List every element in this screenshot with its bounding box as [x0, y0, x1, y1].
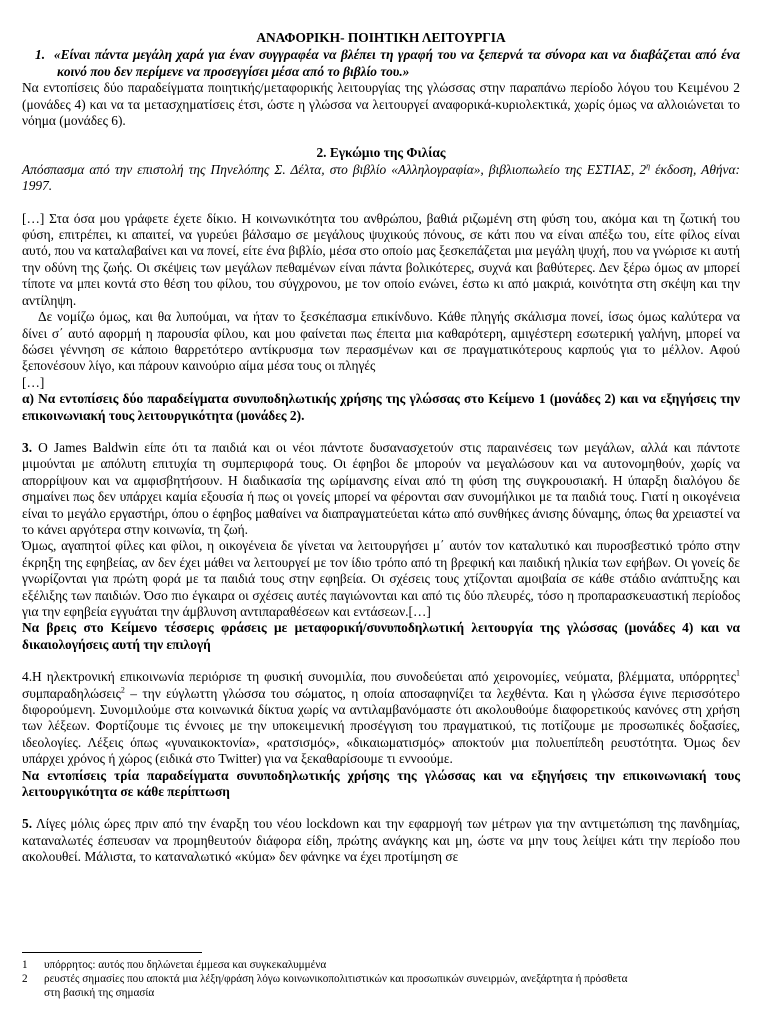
section-2-source-sup: η [646, 161, 651, 171]
footnote-ref-1: 1 [736, 668, 740, 678]
section-3-paragraph-1 [22, 440, 740, 538]
footnote-1 [22, 958, 740, 972]
section-2-ellipsis: […] [22, 374, 45, 390]
section-3-paragraph-2: Όμως, αγαπητοί φίλες και φίλοι, η οικογένεια δε γίνεται να λειτουργήσει μ΄ αυτόν τον καταλυτικό και πυροσβεστικό τρόπο στην έκρηξη της εφηβείας, αν δεν έχει μάθει να λειτουργεί με τον ίδιο τρόπο από τη βρεφική και παιδική ηλικία των εφήβων. Οι γονείς δε γνωρίζονται για πρώτη φορά με τα παιδιά τους στην εφηβεία. Οι σχέσεις τους χτίζονται αμοιβαία σε κάθε στάδιο ανάπτυξης και εξέλιξης των παιδιών. Όσο πιο έγκαιρα οι σχέσεις αυτές παγιώνονται και από τις δύο πλευρές, τόσο η προπαρασκευαστική περίοδος για την εφηβεία εγγυάται την άμβλυνση αντιπαραθέσεων και εντάσεων.[…] [22, 538, 740, 619]
section-2-source-text: Απόσπασμα από την επιστολή της Πηνελόπης Σ. Δέλτα, στο βιβλίο «Αλληλογραφία», βιβλιοπωλείο της ΕΣΤΙΑΣ, 2 [22, 161, 647, 177]
section-2-paragraph-2: Δε νομίζω όμως, και θα λυπούμαι, να ήταν το ξεσκέπασμα επικίνδυνο. Κάθε πληγής σκάλισμα πονεί, ίσως όμως καλύτερα να δίνει σ΄ αυτό αφορμή η παρουσία φίλου, και μου φαίνεται πως έπειτα μια καθαρότερη, αμιγέστερη εσωτερική γαλήνη, μπορεί να δώσει γέννηση σε κάποιο θαρρετότερο αντίκρυσμα των περασμένων και σε πραγματικότερους καρπούς για το μέλλον. Αφού ξεπονέσουν λίγο, και πάρουν καινούριο αίμα μέσα τους οι πληγές [22, 309, 740, 374]
section-2-task: α) Να εντοπίσεις δύο παραδείγματα συνυποδηλωτικής χρήσης της γλώσσας στο Κείμενο 1 (μονάδες 2) και να εξηγήσεις την επικοινωνιακή τους λειτουργικότητα (μονάδες 2). [22, 391, 740, 423]
section-3-task: Να βρεις στο Κείμενο τέσσερις φράσεις με μεταφορική/συνυποδηλωτική λειτουργία της γλώσσας (μονάδες 4) και να δικαιολογήσεις αυτή την επιλογή [22, 620, 740, 652]
section-2-source-end: έκδοση, Αθήνα: 1997. [22, 161, 740, 194]
footnote-1-number: 1 [22, 959, 28, 971]
section-4-text-c: – την εύγλωττη γλώσσα του σώματος, η οποία αποσαφηνίζει τα λεχθέντα. Και η γλώσσα έγινε περισσότερο διφορούμενη. Συνομιλούμε στα κοινωνικά δίκτυα χωρίς να αντιλαμβανόμαστε ότι ακολουθούμε διαφορετικούς κανόνες στη χρήση των λέξεων. Φορτίζουμε τις έννοιες με την υποκειμενική προσέγγιση του πραγματικού, τις ποτίζουμε με προσωπικές δοξασίες, ιδεολογίες. Λέξεις όπως «γυναικοκτονία», «ρατσισμός», «δικαιωματισμός» αποκτούν μια πολυεπίπεδη ρευστότητα. Όμως δεν υπάρχει χρόνος ή χώρος (ειδικά στο Twitter) για να ξεκαθαρίσουμε τι εννοούμε. [22, 685, 740, 767]
section-3-number: 3. [22, 439, 33, 455]
section-5-number: 5. [22, 816, 33, 832]
section-4-paragraph [22, 669, 740, 767]
question-1-quote-text: «Είναι πάντα μεγάλη χαρά για έναν συγγραφέα να βλέπει τη γραφή του να ξεπερνά τα σύνορα και να διαβάζεται από ένα κοινό που δεν περίμενε να προσεγγίσει μέσα από το βιβλίο του.» [53, 47, 740, 79]
footnote-2-number: 2 [22, 973, 28, 985]
section-5-text: Λίγες μόλις ώρες πριν από την έναρξη του νέου lockdown και την εφαρμογή των μέτρων για την αντιμετώπιση της πανδημίας, καταναλωτές έσπευσαν να προμηθευτούν διάφορα είδη, πρώτης ανάγκης και μη, ώστε να μην τους λείψει κάτι την περίοδο που ακολουθεί. Μάλιστα, το καταναλωτικό «κύμα» δεν φάνηκε να έχει προτίμηση σε [22, 816, 740, 865]
document-page [22, 30, 740, 866]
section-4-text-b: συμπαραδηλώσεις [22, 685, 121, 701]
section-2-source [22, 162, 740, 195]
footnote-2-text: ρευστές σημασίες που αποκτά μια λέξη/φράση λόγω κοινωνικοπολιτιστικών και προσωπικών συνειρμών, ανεξάρτητα ή πρόσθετα [44, 973, 628, 985]
question-1-number: 1. [35, 47, 46, 63]
section-5-paragraph [22, 816, 740, 865]
footnote-divider [22, 952, 202, 953]
footnotes [22, 952, 740, 1000]
section-4-task: Να εντοπίσεις τρία παραδείγματα συνυποδηλωτικής χρήσης της γλώσσας και να εξηγήσεις την επικοινωνιακή τους λειτουργικότητα σε κάθε περίπτωση [22, 767, 740, 800]
question-1-quote [22, 47, 740, 80]
section-2-paragraph-1: […] Στα όσα μου γράφετε έχετε δίκιο. Η κοινωνικότητα του ανθρώπου, βαθιά ριζωμένη στη φύση του, ακόμα και τη ζωτική του φύση, επιτρέπει, κι απαιτεί, να γυρεύει βάλσαμο σε μεγάλους ψυχικούς πόνους, σε κάτι που να είναι απέξω του, είτε φίλος είναι αυτό, που να καταλαβαίνει και να πονεί, είτε ένα βιβλίο, μέσα στο οποίο μας ξεσκεπάζεται μια μεγάλη ψυχή, που να γνώρισε κι αυτή την οδύνη της ζωής. Οι σκέψεις των μεγάλων πεθαμένων είναι πάντα βολικότερες, συχνά και βαθύτερες. Δεν ξέρω όμως αν μπορεί τίποτε να μπει κοντά στο θέση του φίλου, του σύγχρονου, με τον οποίο ενώνει, έστω κι από μακριά, κοινότητα στη σκέψη και την αντίληψη. [22, 210, 740, 308]
section-2-heading: 2. Εγκώμιο της Φιλίας [316, 145, 446, 161]
section-4-text-a: 4.Η ηλεκτρονική επικοινωνία περιόρισε τη φυσική συνομιλία, που συνοδεύεται από χειρονομίες, νεύματα, βλέμματα, υπόρρητες [22, 669, 736, 685]
footnote-2 [22, 972, 740, 986]
question-1-task: Να εντοπίσεις δύο παραδείγματα ποιητικής/μεταφορικής λειτουργίας της γλώσσας στην παραπάνω περίοδο λόγου του Κειμένου 2 (μονάδες 4) και να τα μετασχηματίσεις έτσι, ώστε η γλώσσα να λειτουργεί αναφορικά-κυριολεκτικά, χωρίς όμως να αλλοιώνεται το νόημα (μονάδες 6). [22, 80, 740, 129]
page-title: ΑΝΑΦΟΡΙΚΗ- ΠΟΙΗΤΙΚΗ ΛΕΙΤΟΥΡΓΙΑ [256, 30, 506, 45]
footnote-ref-2: 2 [120, 685, 125, 695]
footnote-2-continued: στη βασική της σημασία [44, 987, 155, 999]
section-3-paragraph-1-text: O James Baldwin είπε ότι τα παιδιά και οι νέοι πάντοτε δυσανασχετούν στις παραινέσεις των μεγάλων, αλλά και πάντοτε μιμούνται με απόλυτη επιτυχία τη συμπεριφορά τους. Οι έφηβοι δε μπορούν να μεγαλώσουν και να αυτονομηθούν, χωρίς να απορρίψουν και να αμφισβητήσουν. Η διαδικασία της ωρίμανσης είναι από τη φύση της συγκρουσιακή. Η ύπαρξη διαλόγου δε σημαίνει πως δεν υπάρχει καμία εξουσία ή πως οι γονείς μπορεί να φέρονται σαν συνομήλικοι με τα παιδιά τους. Γιατί η οικογένεια είναι το μεγάλο εργαστήρι, όπου ο έφηβος μαθαίνει να διαπραγματεύεται κάτω από συνθήκες άνισης δύναμης, όπως θα χρειαστεί να το κάνει αργότερα στην κοινωνία, τη ζωή. [22, 439, 740, 537]
footnote-1-text: υπόρρητος: αυτός που δηλώνεται έμμεσα και συγκεκαλυμμένα [44, 959, 327, 971]
